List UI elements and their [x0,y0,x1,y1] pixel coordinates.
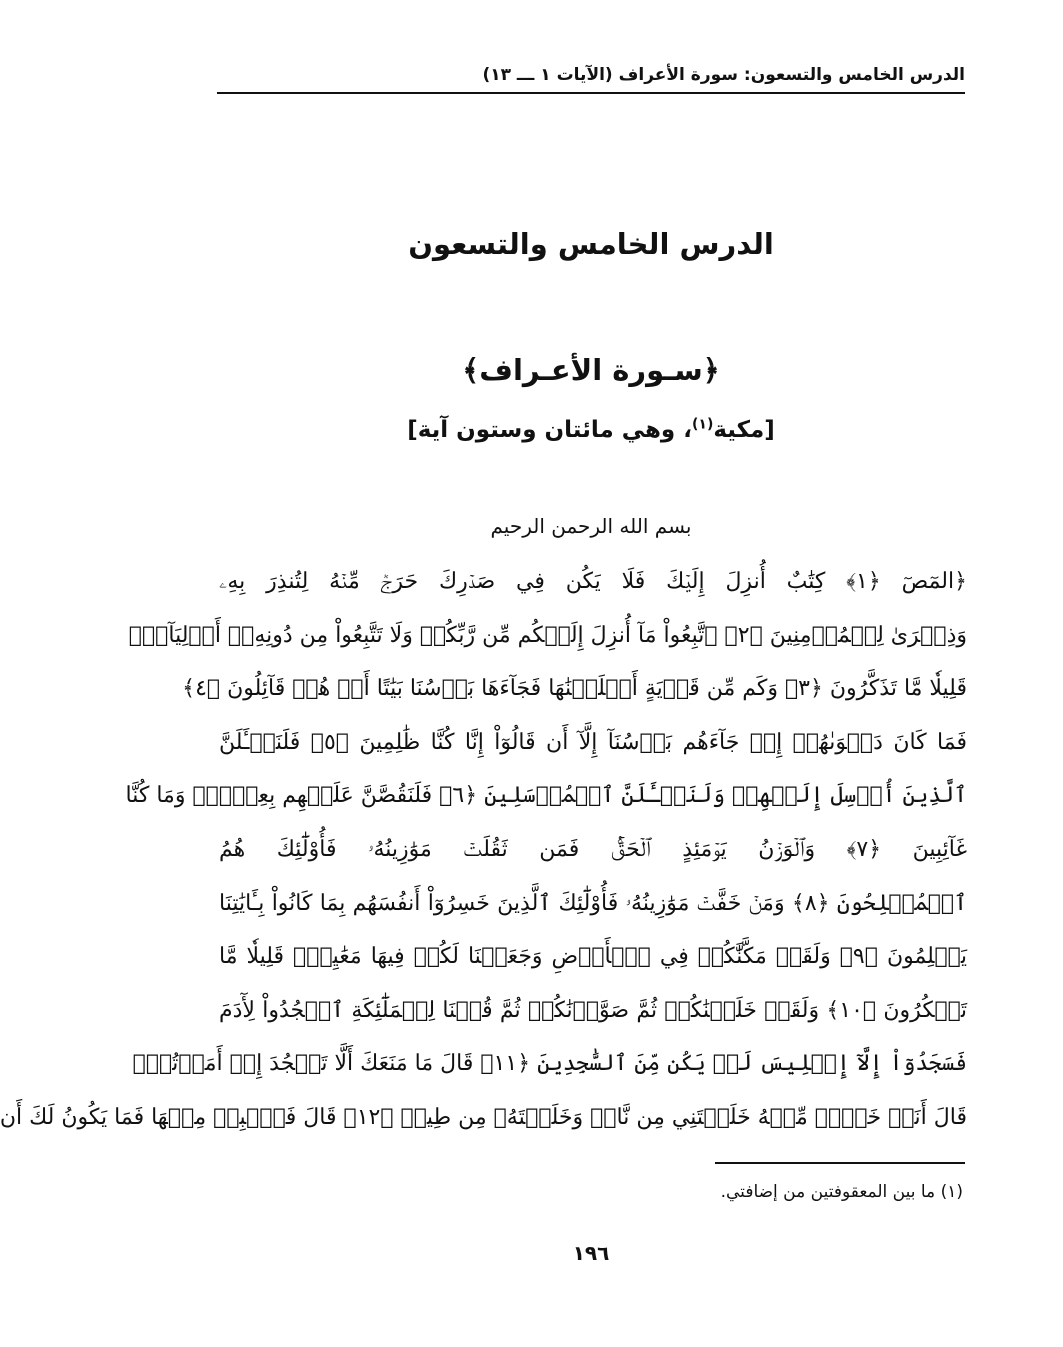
verse-line: غَآئِبِينَ ﴿٧﴾ وَٱلۡوَزۡنُ يَوۡمَئِذٍ ٱلۡحَقُّۚ فَمَن ثَقُلَتۡ مَوَٰزِينُهُۥ فَأُوْلَٰٓئِكَ هُمُ [219,836,967,862]
verse-line: تَشۡكُرُونَ ﴿١٠﴾ وَلَقَدۡ خَلَقۡنَٰكُمۡ ثُمَّ صَوَّرۡنَٰكُمۡ ثُمَّ قُلۡنَا لِلۡمَلَٰٓئِكَةِ ٱسۡجُدُواْ لِأٓدَمَ [219,997,968,1023]
verse-line: ٱلَّذِينَ أُرۡسِلَ إِلَيۡهِمۡ وَلَنَسۡـَٔلَنَّ ٱلۡمُرۡسَلِينَ ﴿٦﴾ فَلَنَقُصَّنَّ عَلَيۡهِم بِعِلۡمٖۖ وَمَا كُنَّا [125,783,967,809]
lesson-title: الدرس الخامس والتسعون [408,227,774,261]
running-header: الدرس الخامس والتسعون: سورة الأعراف (الآيات ١ ـــ ١٣) [217,58,965,94]
surah-info-start: [مكية [713,417,775,443]
basmala: بسم الله الرحمن الرحيم [490,514,692,538]
surah-info-end: ، وهي مائتان وستون آية] [407,417,692,443]
verse-line: وَذِكۡرَىٰ لِلۡمُؤۡمِنِينَ ﴿٢﴾ ٱتَّبِعُواْ مَآ أُنزِلَ إِلَيۡكُم مِّن رَّبِّكُمۡ وَلَا تَتَّبِعُواْ مِن دُونِهِۦٓ أَوۡلِيَآءَۗ [128,622,967,648]
verse-line: فَمَا كَانَ دَعۡوَىٰهُمۡ إِذۡ جَآءَهُم بَأۡسُنَآ إِلَّآ أَن قَالُوٓاْ إِنَّا كُنَّا ظَٰلِمِينَ ﴿٥﴾ فَلَنَسۡـَٔلَنَّ [219,729,967,755]
footnote: (١) ما بين المعقوفتين من إضافتي. [720,1182,963,1202]
page-number: ١٩٦ [572,1241,610,1265]
verse-line: قَالَ أَنَا۠ خَيۡرٞ مِّنۡهُ خَلَقۡتَنِي مِن نَّارٖ وَخَلَقۡتَهُۥ مِن طِينٖ ﴿١٢﴾ قَالَ فَٱهۡبِطۡ مِنۡهَا فَمَا يَكُونُ لَكَ أَن [0,1104,967,1130]
verse-line: ٱلۡمُفۡلِحُونَ ﴿٨﴾ وَمَنۡ خَفَّتۡ مَوَٰزِينُهُۥ فَأُوْلَٰٓئِكَ ٱلَّذِينَ خَسِرُوٓاْ أَنفُسَهُم بِمَا كَانُواْ بِـَٔايَٰتِنَا [219,890,968,916]
verse-line: فَسَجَدُوٓاْ إِلَّآ إِبۡلِيسَ لَمۡ يَكُن مِّنَ ٱلسَّٰجِدِينَ ﴿١١﴾ قَالَ مَا مَنَعَكَ أَلَّا تَسۡجُدَ إِذۡ أَمَرۡتُكَۖ [132,1051,967,1077]
footnote-reference[interactable]: (١) [691,416,714,433]
footnote-divider [715,1162,965,1164]
verse-line: قَلِيلٗا مَّا تَذَكَّرُونَ ﴿٣﴾ وَكَم مِّن قَرۡيَةٍ أَهۡلَكۡنَٰهَا فَجَآءَهَا بَأۡسُنَا بَيَٰتًا أَوۡ هُمۡ قَآئِلُونَ ﴿٤﴾ [182,676,967,702]
surah-name: ﴿سـورة الأعـراف﴾ [462,353,720,387]
quran-verses [0,555,968,1145]
verse-line: ﴿المٓصٓ ﴿١﴾ كِتَٰبٌ أُنزِلَ إِلَيۡكَ فَلَا يَكُن فِي صَدۡرِكَ حَرَجٞ مِّنۡهُ لِتُنذِرَ بِهِۦ [219,569,968,594]
surah-info [217,410,965,450]
verse-line: يَظۡلِمُونَ ﴿٩﴾ وَلَقَدۡ مَكَّنَّٰكُمۡ فِي ٱلۡأَرۡضِ وَجَعَلۡنَا لَكُمۡ فِيهَا مَعَٰيِشَۗ قَلِيلٗا مَّا [219,944,967,970]
